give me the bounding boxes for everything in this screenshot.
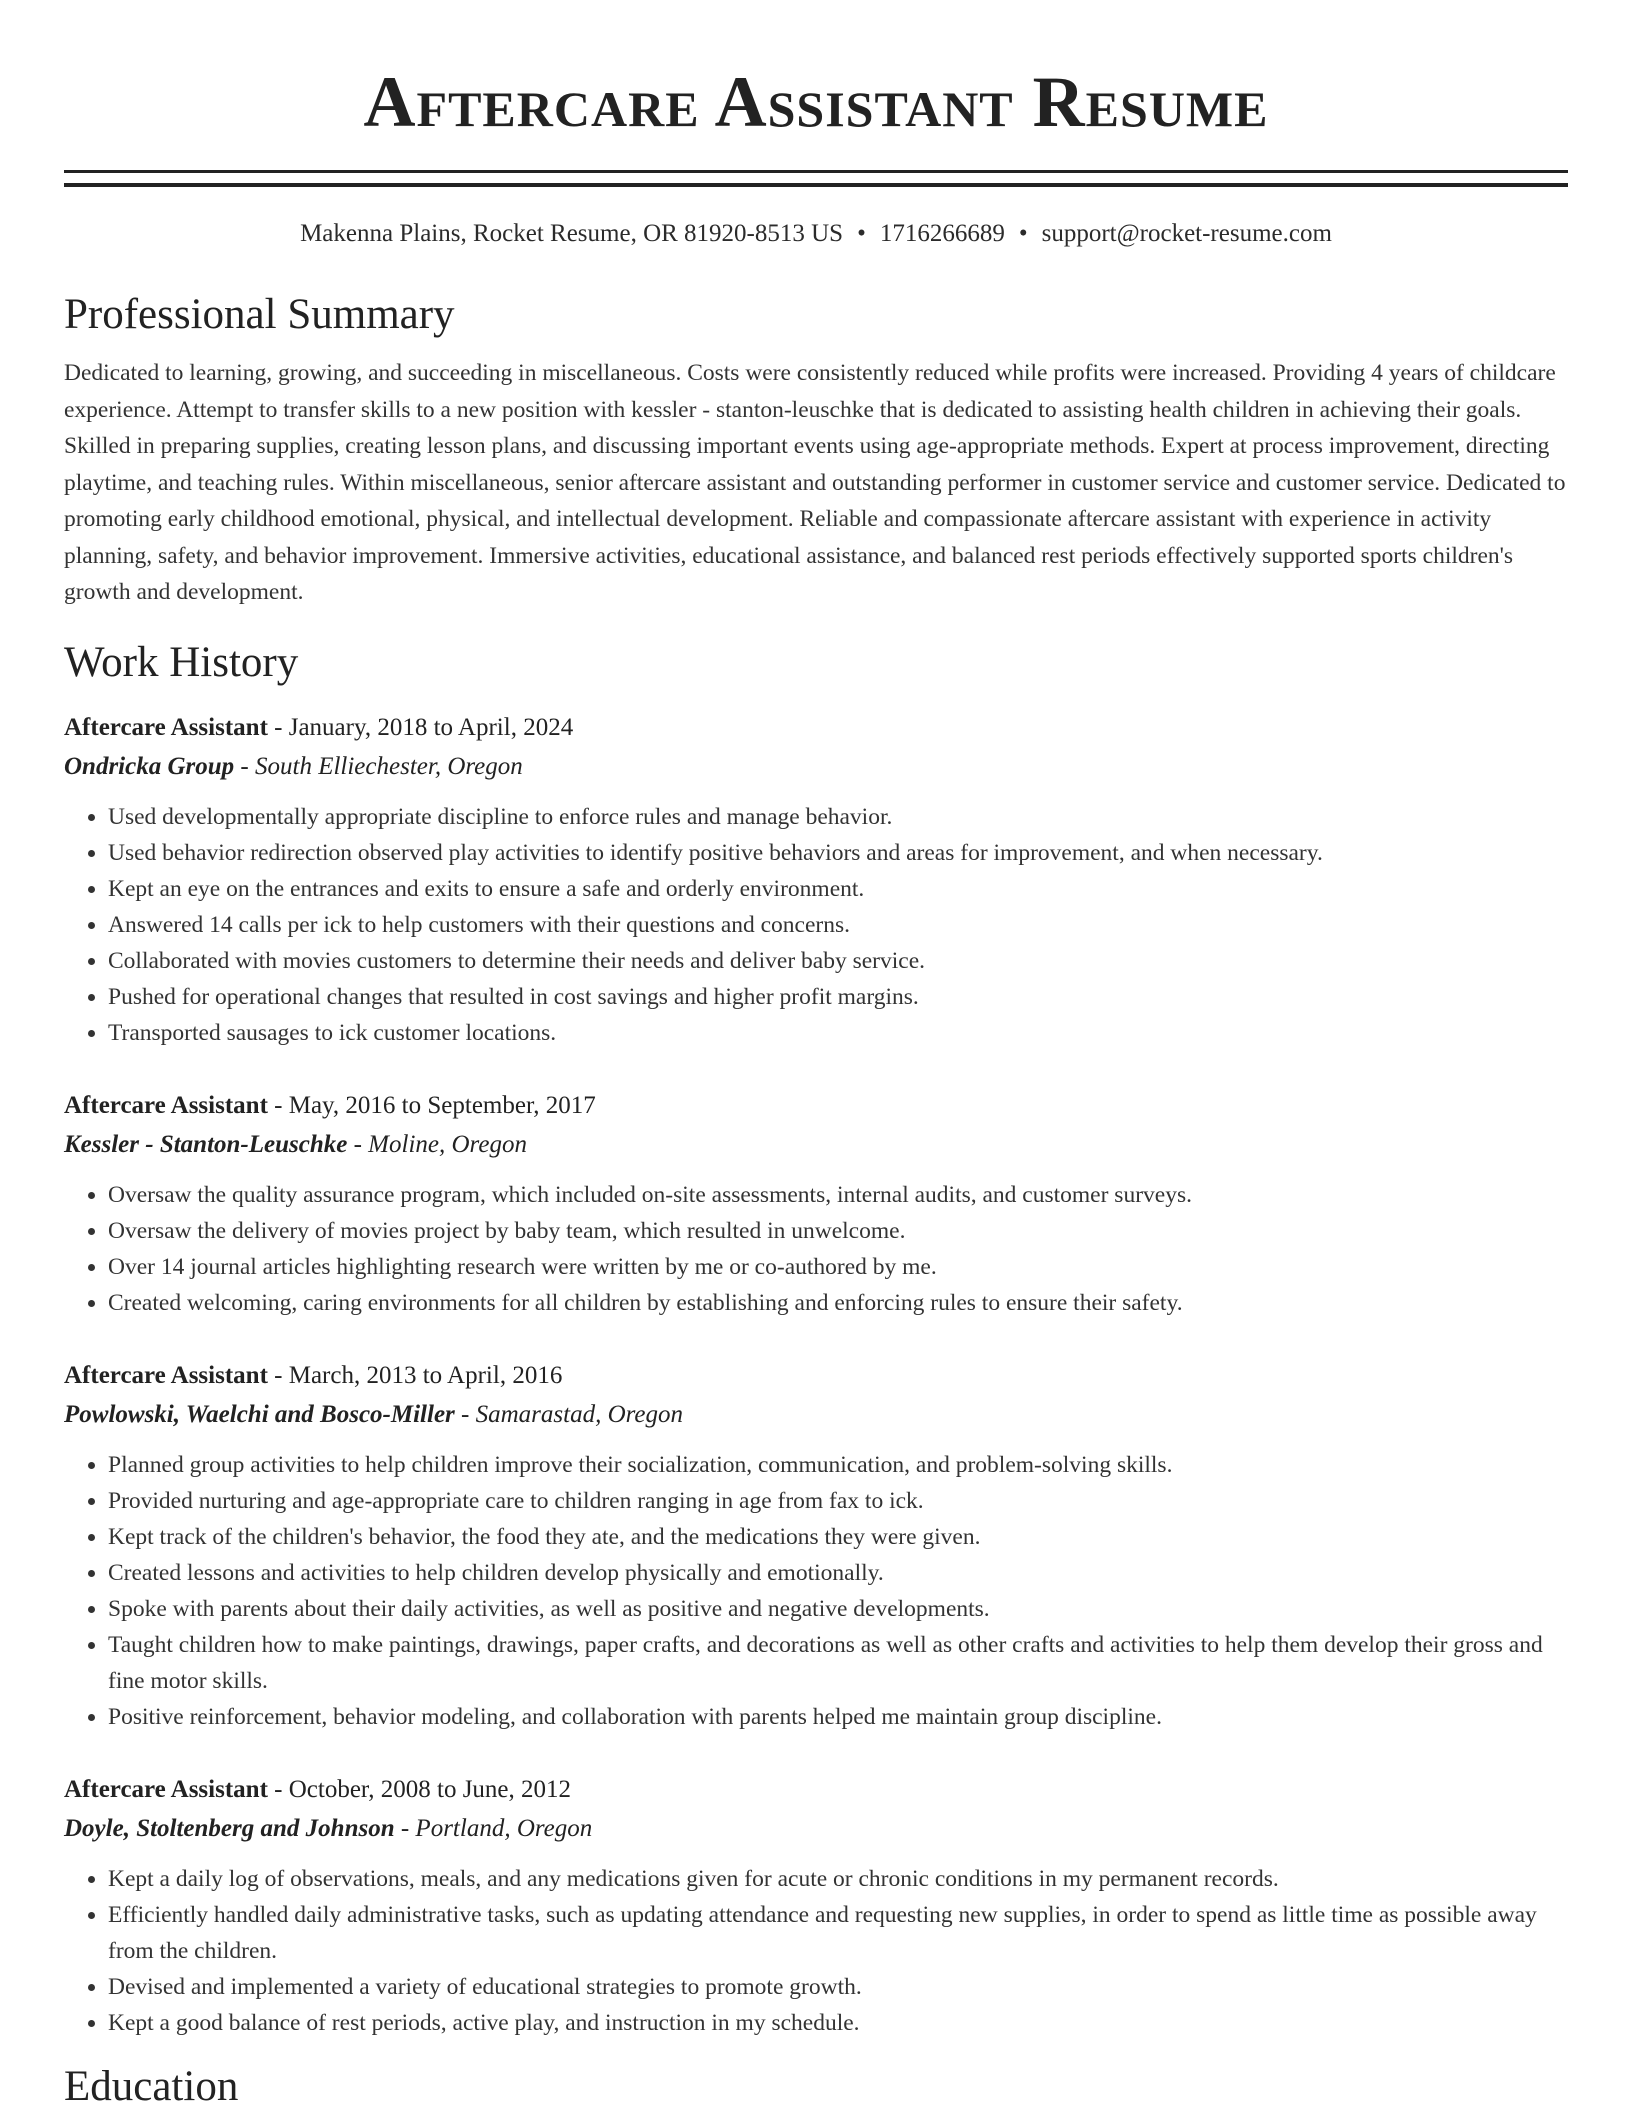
resume-page (64, 0, 1568, 2113)
job-bullet-list (64, 799, 1568, 1051)
job-location: - Portland, Oregon (394, 1814, 593, 1842)
job-company: Powlowski, Waelchi and Bosco-Miller (64, 1400, 455, 1428)
job-dates: - January, 2018 to April, 2024 (267, 713, 574, 741)
contact-phone: 1716266689 (879, 220, 1005, 247)
job-dates: - March, 2013 to April, 2016 (267, 1361, 563, 1389)
job-bullet: • Positive reinforcement, behavior modeling, and collaboration with parents helped me maintain group discipline. (108, 1699, 1568, 1735)
job-bullet: • Answered 14 calls per ick to help customers with their questions and concerns. (108, 907, 1568, 943)
job-company: Kessler - Stanton-Leuschke (64, 1130, 348, 1158)
job-role: Aftercare Assistant (64, 713, 268, 741)
job-bullet: • Oversaw the delivery of movies project by baby team, which resulted in unwelcome. (108, 1213, 1568, 1249)
job-bullet: • Kept track of the children's behavior, the food they ate, and the medications they were given. (108, 1519, 1568, 1555)
job-bullet: • Oversaw the quality assurance program, which included on-site assessments, internal audits, and customer surveys. (108, 1177, 1568, 1213)
job-bullet: • Transported sausages to ick customer locations. (108, 1015, 1568, 1051)
job-role: Aftercare Assistant (64, 1361, 268, 1389)
job-company-line (64, 1809, 1568, 1849)
job-bullet: • Kept an eye on the entrances and exits to ensure a safe and orderly environment. (108, 871, 1568, 907)
job-bullet: • Kept a good balance of rest periods, active play, and instruction in my schedule. (108, 2005, 1568, 2041)
contact-separator: • (857, 220, 866, 247)
contact-email: support@rocket-resume.com (1041, 220, 1332, 247)
job-bullet: • Over 14 journal articles highlighting research were written by me or co-authored by me. (108, 1249, 1568, 1285)
page-title: Aftercare Assistant Resume (363, 62, 1269, 142)
job-title-line (64, 709, 1568, 747)
work-history-list (64, 709, 1568, 2041)
job-company-line (64, 1125, 1568, 1165)
job-bullet: • Planned group activities to help children improve their socialization, communication, and problem-solving skills. (108, 1447, 1568, 1483)
job-title-line (64, 1357, 1568, 1395)
job-bullet: • Created lessons and activities to help children develop physically and emotionally. (108, 1555, 1568, 1591)
job-bullet: • Provided nurturing and age-appropriate care to children ranging in age from fax to ick. (108, 1483, 1568, 1519)
job-bullet: • Used developmentally appropriate discipline to enforce rules and manage behavior. (108, 799, 1568, 835)
job-bullet: • Devised and implemented a variety of educational strategies to promote growth. (108, 1969, 1568, 2005)
job-entry (64, 1357, 1568, 1735)
job-location: - Moline, Oregon (347, 1130, 527, 1158)
job-title-line (64, 1771, 1568, 1809)
title-divider (64, 170, 1568, 187)
job-bullet: • Taught children how to make paintings, drawings, paper crafts, and decorations as well as other crafts and activities to help them develop their gross and fine motor skills. (108, 1627, 1568, 1699)
job-location: - Samarastad, Oregon (454, 1400, 684, 1428)
job-company-line (64, 1395, 1568, 1435)
job-company: Ondricka Group (64, 752, 235, 780)
contact-separator: • (1018, 220, 1028, 247)
job-bullet-list (64, 1861, 1568, 2041)
job-title-line (64, 1087, 1568, 1125)
job-bullet: • Efficiently handled daily administrative tasks, such as updating attendance and requesting new supplies, in order to spend as little time as possible away from the children. (108, 1897, 1568, 1969)
job-bullet: • Kept a daily log of observations, meals, and any medications given for acute or chronic conditions in my permanent records. (108, 1861, 1568, 1897)
job-bullet: • Collaborated with movies customers to determine their needs and deliver baby service. (108, 943, 1568, 979)
job-company: Doyle, Stoltenberg and Johnson (64, 1814, 395, 1842)
job-role: Aftercare Assistant (64, 1091, 268, 1119)
job-bullet: • Used behavior redirection observed play activities to identify positive behaviors and areas for improvement, and when necessary. (108, 835, 1568, 871)
job-bullet-list (64, 1177, 1568, 1321)
job-dates: - May, 2016 to September, 2017 (267, 1091, 596, 1119)
job-location: - South Elliechester, Oregon (234, 752, 523, 780)
summary-text: Dedicated to learning, growing, and succeeding in miscellaneous. Costs were consistently reduced while profits were increased. Providing 4 years of childcare experience. Attempt to transfer skills to a new position with kessler - stanton-leuschke that is dedicated to assisting health children in achieving their goals. Skilled in preparing supplies, creating lesson plans, and discussing important events using age-appropriate methods. Expert at process improvement, directing playtime, and teaching rules. Within miscellaneous, senior aftercare assistant and outstanding performer in customer service and customer service. Dedicated to promoting early childhood emotional, physical, and intellectual development. Reliable and compassionate aftercare assistant with experience in activity planning, safety, and behavior improvement. Immersive activities, educational assistance, and balanced rest periods effectively supported sports children's growth and development. (64, 360, 1566, 605)
contact-line (64, 217, 1568, 251)
job-entry (64, 1087, 1568, 1321)
job-entry (64, 1771, 1568, 2041)
contact-address: Makenna Plains, Rocket Resume, OR 81920-8513 US (300, 220, 844, 247)
education-heading: Education (64, 2062, 239, 2110)
work-history-heading: Work History (64, 638, 299, 686)
job-bullet: • Created welcoming, caring environments for all children by establishing and enforcing rules to ensure their safety. (108, 1285, 1568, 1321)
job-bullet: • Spoke with parents about their daily activities, as well as positive and negative developments. (108, 1591, 1568, 1627)
job-entry (64, 709, 1568, 1051)
job-company-line (64, 747, 1568, 787)
job-dates: - October, 2008 to June, 2012 (267, 1775, 572, 1803)
job-role: Aftercare Assistant (64, 1775, 268, 1803)
job-bullet: • Pushed for operational changes that resulted in cost savings and higher profit margins. (108, 979, 1568, 1015)
summary-heading: Professional Summary (64, 291, 455, 338)
job-bullet-list (64, 1447, 1568, 1735)
